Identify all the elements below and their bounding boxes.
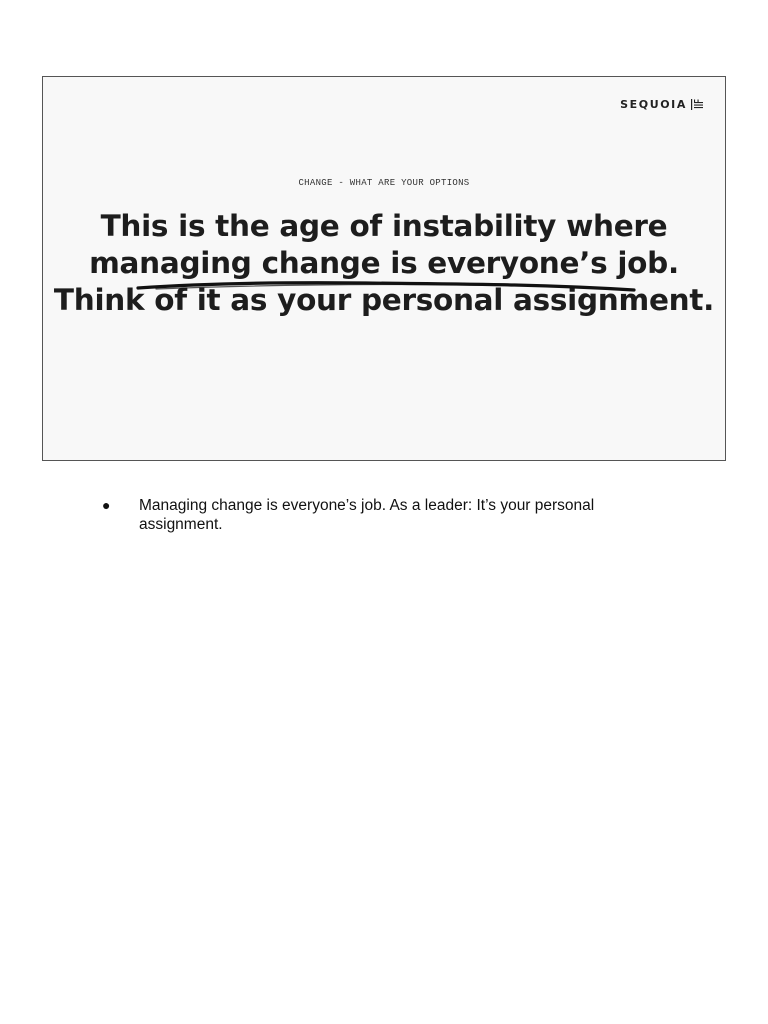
headline-line-3: Think of it as your personal assignment. — [53, 283, 715, 317]
slide-headline — [43, 208, 725, 319]
slide-eyebrow: CHANGE - WHAT ARE YOUR OPTIONS — [298, 178, 470, 188]
list-item — [100, 496, 620, 534]
headline-line-2-end: . — [667, 246, 679, 280]
headline-line-2 — [43, 245, 725, 282]
speaker-notes — [100, 496, 620, 534]
headline-line-1: This is the age of instability where — [100, 209, 668, 243]
note-text: Managing change is everyone’s job. As a leader: It’s your personal assignment. — [139, 497, 595, 533]
slide-thumbnail — [42, 76, 726, 461]
bullet-icon: ● — [102, 497, 111, 513]
brand-logo — [620, 98, 703, 111]
headline-emphasis: managing change is everyone’s job — [89, 246, 668, 280]
brand-name: SEQUOIA — [620, 98, 687, 111]
sequoia-logo-mark-icon — [691, 99, 703, 110]
